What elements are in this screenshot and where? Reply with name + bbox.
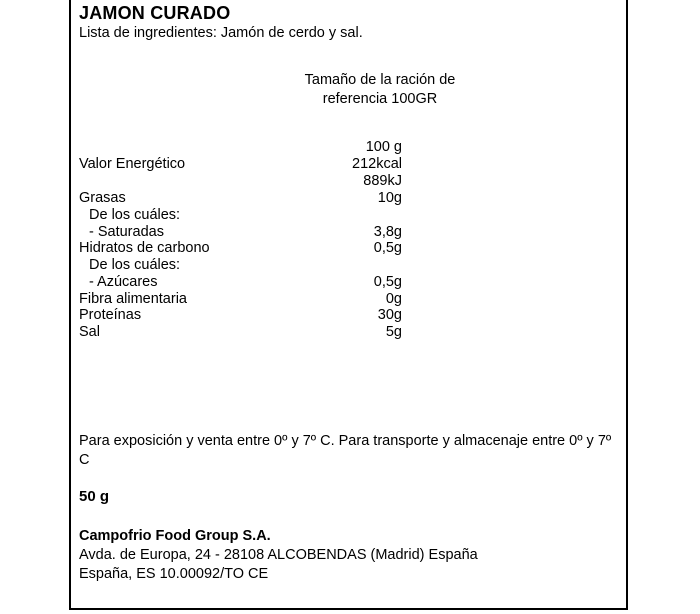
product-title: JAMON CURADO — [79, 3, 231, 23]
storage-instructions: Para exposición y venta entre 0º y 7º C. Para transporte y almacenaje entre 0º y 7º C — [79, 433, 612, 468]
nutrition-label-protein: Proteínas — [79, 307, 142, 323]
serving-size-line-1: Tamaño de la ración de — [304, 72, 456, 88]
serving-size-line-2: referencia 100GR — [322, 91, 438, 107]
nutrition-label-salt: Sal — [79, 324, 100, 340]
nutrition-value-salt: 5g — [385, 324, 402, 340]
nutrition-value-fiber: 0g — [385, 291, 402, 307]
nutrition-value-protein: 30g — [377, 307, 402, 323]
nutrition-value-saturated: 3,8g — [373, 224, 402, 240]
company-address: Avda. de Europa, 24 - 28108 ALCOBENDAS (Madrid) España — [79, 547, 478, 563]
nutrition-label-saturated: - Saturadas — [89, 224, 164, 240]
company-registry: España, ES 10.00092/TO CE — [79, 566, 269, 582]
serving-size — [280, 71, 480, 109]
nutrition-label-fat: Grasas — [79, 190, 126, 206]
company-name: Campofrio Food Group S.A. — [79, 528, 271, 544]
net-weight: 50 g — [79, 488, 110, 505]
nutrition-label-sugars: - Azúcares — [89, 274, 158, 290]
nutrition-value-energy-kj: 889kJ — [363, 173, 402, 189]
ingredients-list: Lista de ingredientes: Jamón de cerdo y sal. — [79, 25, 363, 41]
nutrition-value-energy-kcal: 212kcal — [352, 156, 402, 172]
nutrition-label-carbohydrates: Hidratos de carbono — [79, 240, 210, 256]
nutrition-value-carbohydrates: 0,5g — [373, 240, 402, 256]
nutrition-label-fiber: Fibra alimentaria — [79, 291, 187, 307]
nutrition-label-energy: Valor Energético — [79, 156, 186, 172]
nutrition-label-of-which-fat: De los cuáles: — [89, 207, 181, 223]
nutrition-value-sugars: 0,5g — [373, 274, 402, 290]
column-header: 100 g — [365, 139, 402, 155]
nutrition-value-fat: 10g — [377, 190, 402, 206]
nutrition-label-of-which-carbs: De los cuáles: — [89, 257, 181, 273]
